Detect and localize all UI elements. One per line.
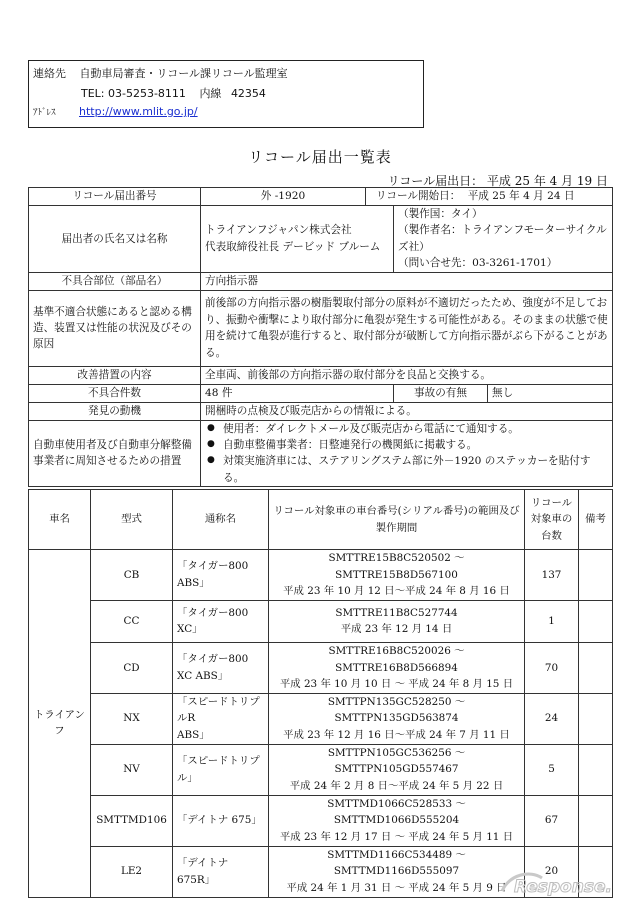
name-line: 「スピードトリプルR <box>177 695 260 725</box>
table-row <box>29 420 613 487</box>
defect-count-label: 不具合件数 <box>29 384 201 402</box>
maker: （製作者名：トライアンフモーターサイクルズ社） <box>398 224 607 253</box>
header-count: リコール対象車の台数 <box>525 490 579 550</box>
applicant-cell <box>201 206 394 273</box>
contact-tel: TEL: 03-5253-8111 <box>81 87 186 100</box>
contact-office: 自動車局審査・リコール課リコール監理室 <box>79 67 288 80</box>
remarks-cell <box>579 693 613 744</box>
contact-address-label: ｱﾄﾞﾚｽ <box>33 108 56 118</box>
common-name-cell <box>173 693 269 744</box>
name-line: 「タイガー800 <box>177 606 249 619</box>
model-cell: CC <box>91 600 173 642</box>
notice-cell <box>201 420 613 487</box>
production-period: 平成 23 年 10 月 10 日 ～ 平成 24 年 8 月 15 日 <box>279 678 514 691</box>
production-period: 平成 23 年 12 月 16 日～平成 24 年 7 月 11 日 <box>283 729 510 742</box>
name-line: ABS」 <box>177 576 210 589</box>
header-model: 型式 <box>91 490 173 550</box>
table-row <box>29 795 613 846</box>
name-line: XC」 <box>177 623 203 636</box>
condition-value: 前後部の方向指示器の樹脂製取付部分の原料が不適切だったため、強度が不足しており、振動や衝撃により取付部分に亀裂が発生する可能性がある。そのままの状態で使用を続けて亀裂が進行すると、取付部分が破断して方向指示器がぶら下がることがある。 <box>201 290 613 366</box>
range-cell <box>269 795 525 846</box>
condition-label: 基準不適合状態にあると認める構造、装置又は性能の状況及びその原因 <box>29 290 201 366</box>
remarks-cell <box>579 642 613 693</box>
number-value: 外 -1920 <box>201 188 366 206</box>
table-row <box>29 693 613 744</box>
range-cell <box>269 693 525 744</box>
common-name-cell <box>173 600 269 642</box>
table-row <box>29 366 613 384</box>
remarks-cell <box>579 744 613 795</box>
filing-date: リコール届出日： 平成 25 年 4 月 19 日 <box>387 174 608 188</box>
count-cell: 137 <box>525 550 579 601</box>
discovery-label: 発見の動機 <box>29 402 201 420</box>
common-name-cell <box>173 642 269 693</box>
accident-value: 無し <box>488 384 613 402</box>
defect-count-value: 48 件 <box>201 384 394 402</box>
measure-value: 全車両、前後部の方向指示器の取付部分を良品と交換する。 <box>201 366 613 384</box>
applicant-label: 届出者の氏名又は名称 <box>29 206 201 273</box>
name-line: XC ABS」 <box>177 669 229 682</box>
serial-range: SMTTRE11B8C527744 <box>335 606 458 619</box>
table-row <box>29 188 613 206</box>
part-label: 不具合部位（部品名） <box>29 272 201 290</box>
notice-item: ● 使用者：ダイレクトメール及び販売店から電話にて通知する。 <box>205 421 608 437</box>
serial-range: SMTTRE15B8C520502 ～ SMTTRE15B8D567100 <box>328 552 465 581</box>
start-value: 平成 25 年 4 月 24 日 <box>467 190 575 203</box>
notice-item: ● 対策実施済車には、ステアリングステム部に外－1920 のステッカーを貼付する。 <box>205 453 608 486</box>
common-name-cell <box>173 744 269 795</box>
count-cell: 1 <box>525 600 579 642</box>
contact-address-line <box>33 105 198 118</box>
remarks-cell <box>579 550 613 601</box>
model-cell: SMTTMD106 <box>91 795 173 846</box>
table-row <box>29 272 613 290</box>
contact-label: 連絡先 <box>33 67 66 80</box>
model-cell: CD <box>91 642 173 693</box>
range-cell <box>269 846 525 897</box>
response-watermark-logo <box>496 868 620 898</box>
name-line: 「デイトナ 675R」 <box>177 856 229 886</box>
start-label: リコール開始日： <box>376 190 461 203</box>
header-remarks: 備考 <box>579 490 613 550</box>
contact-line <box>33 65 288 81</box>
maker-name: トライアンフ <box>29 550 91 898</box>
discovery-value: 開梱時の点検及び販売店からの情報による。 <box>201 402 613 420</box>
vehicle-list-table <box>28 489 613 898</box>
applicant-rep: 代表取締役社長 デービッド ブルーム <box>205 240 381 253</box>
serial-range: SMTTRE16B8C520026 ～ SMTTRE16B8D566894 <box>328 644 465 674</box>
recall-info-table <box>28 187 613 487</box>
page-title: リコール届出一覧表 <box>248 148 392 166</box>
production-period: 平成 24 年 2 月 8 日～平成 24 年 5 月 22 日 <box>289 780 504 793</box>
common-name-cell <box>173 846 269 897</box>
production-period: 平成 23 年 12 月 14 日 <box>340 623 453 636</box>
serial-range: SMTTMD1066C528533 ～ SMTTMD1066D555204 <box>327 797 466 827</box>
table-row <box>29 290 613 366</box>
applicant-company: トライアンフジャパン株式会社 <box>205 224 352 237</box>
notice-list <box>205 421 608 487</box>
production-period: 平成 23 年 10 月 12 日～平成 24 年 8 月 16 日 <box>283 585 510 598</box>
name-line: 「スピードトリプル」 <box>177 755 260 784</box>
table-row <box>29 642 613 693</box>
header-range: リコール対象車の車台番号(シリアル番号)の範囲及び製作期間 <box>269 490 525 550</box>
range-cell <box>269 642 525 693</box>
table-row <box>29 402 613 420</box>
table-row <box>29 206 613 273</box>
common-name-cell <box>173 550 269 601</box>
number-label: リコール届出番号 <box>29 188 201 206</box>
header-maker: 車名 <box>29 490 91 550</box>
watermark-text: Response. <box>514 877 612 897</box>
contact-phone-line <box>81 85 266 101</box>
measure-label: 改善措置の内容 <box>29 366 201 384</box>
range-cell <box>269 600 525 642</box>
name-line: ABS」 <box>177 729 210 742</box>
range-cell <box>269 744 525 795</box>
notice-item: ● 自動車整備事業者：日整連発行の機関紙に掲載する。 <box>205 437 608 453</box>
contact-url-link[interactable]: http://www.mlit.go.jp/ <box>79 105 198 118</box>
count-cell: 5 <box>525 744 579 795</box>
name-line: 「タイガー800 <box>177 653 249 666</box>
table-row <box>29 550 613 601</box>
remarks-cell <box>579 600 613 642</box>
maker-cell <box>394 206 613 273</box>
model-cell: NV <box>91 744 173 795</box>
contact-box <box>28 60 424 128</box>
table-row <box>29 600 613 642</box>
serial-range: SMTTPN105GC536256 ～ SMTTPN105GD557467 <box>327 746 466 776</box>
name-line: 「デイトナ 675」 <box>177 814 262 827</box>
table-header-row <box>29 490 613 550</box>
country: （製作国：タイ） <box>398 208 483 220</box>
production-period: 平成 23 年 12 月 17 日 ～ 平成 24 年 5 月 11 日 <box>279 830 514 843</box>
part-value: 方向指示器 <box>201 272 613 290</box>
common-name-cell <box>173 795 269 846</box>
contact-ext: 42354 <box>230 87 266 100</box>
notice-label: 自動車使用者及び自動車分解整備事業者に周知させるための措置 <box>29 420 201 487</box>
model-cell: LE2 <box>91 846 173 897</box>
serial-range: SMTTPN135GC528250 ～ SMTTPN135GD563874 <box>327 695 466 725</box>
count-cell: 67 <box>525 795 579 846</box>
inquiry: （問い合せ先：03-3261-1701） <box>398 257 558 270</box>
range-cell <box>269 550 525 601</box>
model-cell: CB <box>91 550 173 601</box>
count-cell: 70 <box>525 642 579 693</box>
accident-label: 事故の有無 <box>394 384 488 402</box>
count-cell: 20 <box>525 846 579 897</box>
table-row <box>29 744 613 795</box>
count-cell: 24 <box>525 693 579 744</box>
contact-ext-label: 内線 <box>199 87 222 100</box>
production-period: 平成 24 年 1 月 31 日 ～ 平成 24 年 5 月 9 日 <box>286 881 507 894</box>
model-cell: NX <box>91 693 173 744</box>
table-row <box>29 384 613 402</box>
header-common-name: 通称名 <box>173 490 269 550</box>
start-date-cell <box>366 188 613 206</box>
name-line: 「タイガー800 <box>177 560 249 573</box>
remarks-cell <box>579 795 613 846</box>
serial-range: SMTTMD1166C534489 ～ SMTTMD1166D555097 <box>327 848 466 878</box>
